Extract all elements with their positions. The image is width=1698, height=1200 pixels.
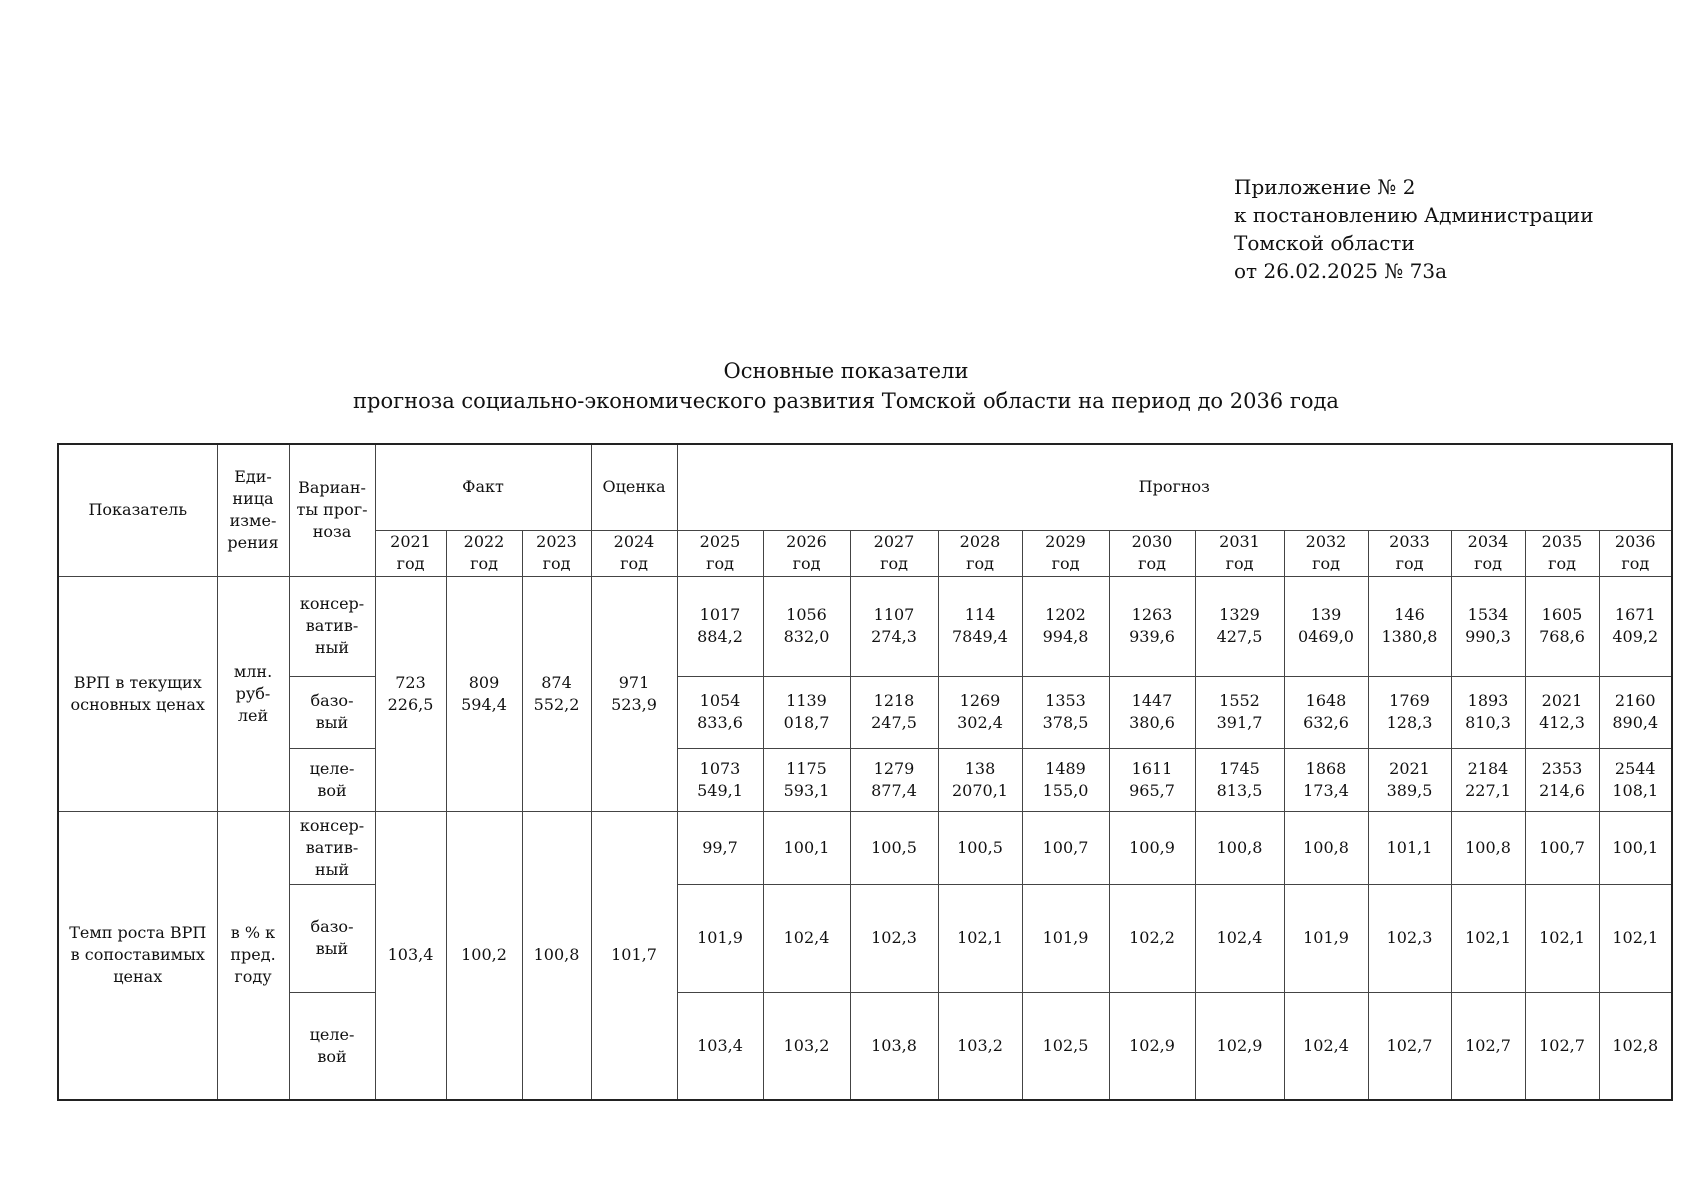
forecast-table: [57, 443, 1673, 1101]
header-year: 2029 год: [1022, 530, 1109, 576]
forecast-value: 100,5: [850, 811, 938, 884]
header-estimate: Оценка: [591, 444, 677, 530]
forecast-value: 1893 810,3: [1451, 676, 1525, 748]
fact-value: 103,4: [375, 811, 446, 1100]
forecast-value: 100,1: [763, 811, 850, 884]
forecast-value: 101,1: [1368, 811, 1451, 884]
forecast-value: 100,1: [1599, 811, 1672, 884]
forecast-value: 102,9: [1109, 992, 1195, 1100]
header-year: 2036 год: [1599, 530, 1672, 576]
header-year: 2028 год: [938, 530, 1022, 576]
forecast-value: 1175 593,1: [763, 748, 850, 811]
forecast-value: 103,2: [938, 992, 1022, 1100]
forecast-value: 1769 128,3: [1368, 676, 1451, 748]
forecast-value: 100,7: [1022, 811, 1109, 884]
forecast-value: 2184 227,1: [1451, 748, 1525, 811]
title-line: прогноза социально-экономического развития Томской области на период до 2036 года: [353, 389, 1339, 413]
forecast-value: 2353 214,6: [1525, 748, 1599, 811]
fact-value: 100,8: [522, 811, 591, 1100]
forecast-value: 102,4: [1284, 992, 1368, 1100]
forecast-value: 102,4: [1195, 884, 1284, 992]
forecast-value: 1139 018,7: [763, 676, 850, 748]
forecast-value: 1107 274,3: [850, 576, 938, 676]
forecast-value: 102,5: [1022, 992, 1109, 1100]
header-unit: Еди- ница изме- рения: [217, 444, 289, 576]
forecast-value: 100,8: [1195, 811, 1284, 884]
forecast-value: 101,9: [677, 884, 763, 992]
forecast-value: 1017 884,2: [677, 576, 763, 676]
forecast-value: 2021 389,5: [1368, 748, 1451, 811]
appendix-line: от 26.02.2025 № 73а: [1234, 259, 1447, 283]
forecast-value: 1329 427,5: [1195, 576, 1284, 676]
header-indicator: Показатель: [58, 444, 217, 576]
forecast-value: 114 7849,4: [938, 576, 1022, 676]
forecast-value: 103,4: [677, 992, 763, 1100]
forecast-variant: консер- ватив- ный: [289, 576, 375, 676]
forecast-value: 102,1: [1599, 884, 1672, 992]
fact-value: 723 226,5: [375, 576, 446, 811]
fact-value: 100,2: [446, 811, 522, 1100]
header-year: 2021 год: [375, 530, 446, 576]
forecast-value: 99,7: [677, 811, 763, 884]
forecast-value: 102,2: [1109, 884, 1195, 992]
forecast-value: 1745 813,5: [1195, 748, 1284, 811]
forecast-value: 102,3: [850, 884, 938, 992]
forecast-value: 138 2070,1: [938, 748, 1022, 811]
header-year: 2027 год: [850, 530, 938, 576]
table-row: [58, 444, 1672, 530]
forecast-value: 100,7: [1525, 811, 1599, 884]
header-fact: Факт: [375, 444, 591, 530]
header-year: 2032 год: [1284, 530, 1368, 576]
forecast-variant: базо- вый: [289, 676, 375, 748]
forecast-value: 1056 832,0: [763, 576, 850, 676]
forecast-value: 103,8: [850, 992, 938, 1100]
forecast-value: 1489 155,0: [1022, 748, 1109, 811]
fact-value: 809 594,4: [446, 576, 522, 811]
forecast-value: 102,1: [938, 884, 1022, 992]
forecast-value: 100,8: [1451, 811, 1525, 884]
appendix-block: [1234, 173, 1594, 285]
table-row: [58, 811, 1672, 884]
estimate-value: 971 523,9: [591, 576, 677, 811]
forecast-value: 146 1380,8: [1368, 576, 1451, 676]
appendix-line: к постановлению Администрации: [1234, 203, 1594, 227]
forecast-value: 1269 302,4: [938, 676, 1022, 748]
header-year: 2031 год: [1195, 530, 1284, 576]
unit-of-measure: в % к пред. году: [217, 811, 289, 1100]
forecast-value: 1611 965,7: [1109, 748, 1195, 811]
forecast-value: 100,5: [938, 811, 1022, 884]
table-row: [58, 884, 1672, 992]
indicator-name: ВРП в текущих основных ценах: [58, 576, 217, 811]
forecast-value: 1218 247,5: [850, 676, 938, 748]
table-row: [58, 748, 1672, 811]
forecast-value: 1073 549,1: [677, 748, 763, 811]
header-year: 2035 год: [1525, 530, 1599, 576]
header-year: 2030 год: [1109, 530, 1195, 576]
forecast-value: 2160 890,4: [1599, 676, 1672, 748]
title-line: Основные показатели: [723, 359, 969, 383]
forecast-value: 1054 833,6: [677, 676, 763, 748]
forecast-value: 102,3: [1368, 884, 1451, 992]
forecast-value: 102,7: [1368, 992, 1451, 1100]
table-row: [58, 992, 1672, 1100]
header-forecast: Прогноз: [677, 444, 1672, 530]
forecast-value: 102,7: [1451, 992, 1525, 1100]
forecast-variant: базо- вый: [289, 884, 375, 992]
appendix-line: Томской области: [1234, 231, 1415, 255]
forecast-value: 139 0469,0: [1284, 576, 1368, 676]
indicator-name: Темп роста ВРП в сопоставимых ценах: [58, 811, 217, 1100]
header-year: 2026 год: [763, 530, 850, 576]
forecast-value: 2544 108,1: [1599, 748, 1672, 811]
header-year: 2034 год: [1451, 530, 1525, 576]
forecast-value: 2021 412,3: [1525, 676, 1599, 748]
forecast-value: 1605 768,6: [1525, 576, 1599, 676]
table-row: [58, 676, 1672, 748]
forecast-variant: целе- вой: [289, 748, 375, 811]
document-title: [57, 356, 1635, 416]
unit-of-measure: млн. руб- лей: [217, 576, 289, 811]
forecast-value: 1263 939,6: [1109, 576, 1195, 676]
appendix-line: Приложение № 2: [1234, 175, 1416, 199]
forecast-variant: консер- ватив- ный: [289, 811, 375, 884]
header-year: 2022 год: [446, 530, 522, 576]
header-year: 2024 год: [591, 530, 677, 576]
forecast-value: 102,1: [1451, 884, 1525, 992]
estimate-value: 101,7: [591, 811, 677, 1100]
forecast-value: 102,7: [1525, 992, 1599, 1100]
forecast-value: 1353 378,5: [1022, 676, 1109, 748]
header-variant: Вариан- ты прог- ноза: [289, 444, 375, 576]
forecast-value: 100,9: [1109, 811, 1195, 884]
forecast-value: 102,9: [1195, 992, 1284, 1100]
forecast-value: 101,9: [1284, 884, 1368, 992]
forecast-value: 102,1: [1525, 884, 1599, 992]
forecast-value: 100,8: [1284, 811, 1368, 884]
forecast-value: 1534 990,3: [1451, 576, 1525, 676]
forecast-variant: целе- вой: [289, 992, 375, 1100]
table-row: [58, 576, 1672, 676]
forecast-value: 1648 632,6: [1284, 676, 1368, 748]
forecast-value: 101,9: [1022, 884, 1109, 992]
forecast-value: 1552 391,7: [1195, 676, 1284, 748]
forecast-value: 1671 409,2: [1599, 576, 1672, 676]
header-year: 2033 год: [1368, 530, 1451, 576]
forecast-value: 1447 380,6: [1109, 676, 1195, 748]
forecast-value: 1279 877,4: [850, 748, 938, 811]
header-year: 2023 год: [522, 530, 591, 576]
forecast-value: 102,8: [1599, 992, 1672, 1100]
forecast-value: 1868 173,4: [1284, 748, 1368, 811]
header-year: 2025 год: [677, 530, 763, 576]
forecast-value: 102,4: [763, 884, 850, 992]
fact-value: 874 552,2: [522, 576, 591, 811]
forecast-value: 103,2: [763, 992, 850, 1100]
forecast-value: 1202 994,8: [1022, 576, 1109, 676]
